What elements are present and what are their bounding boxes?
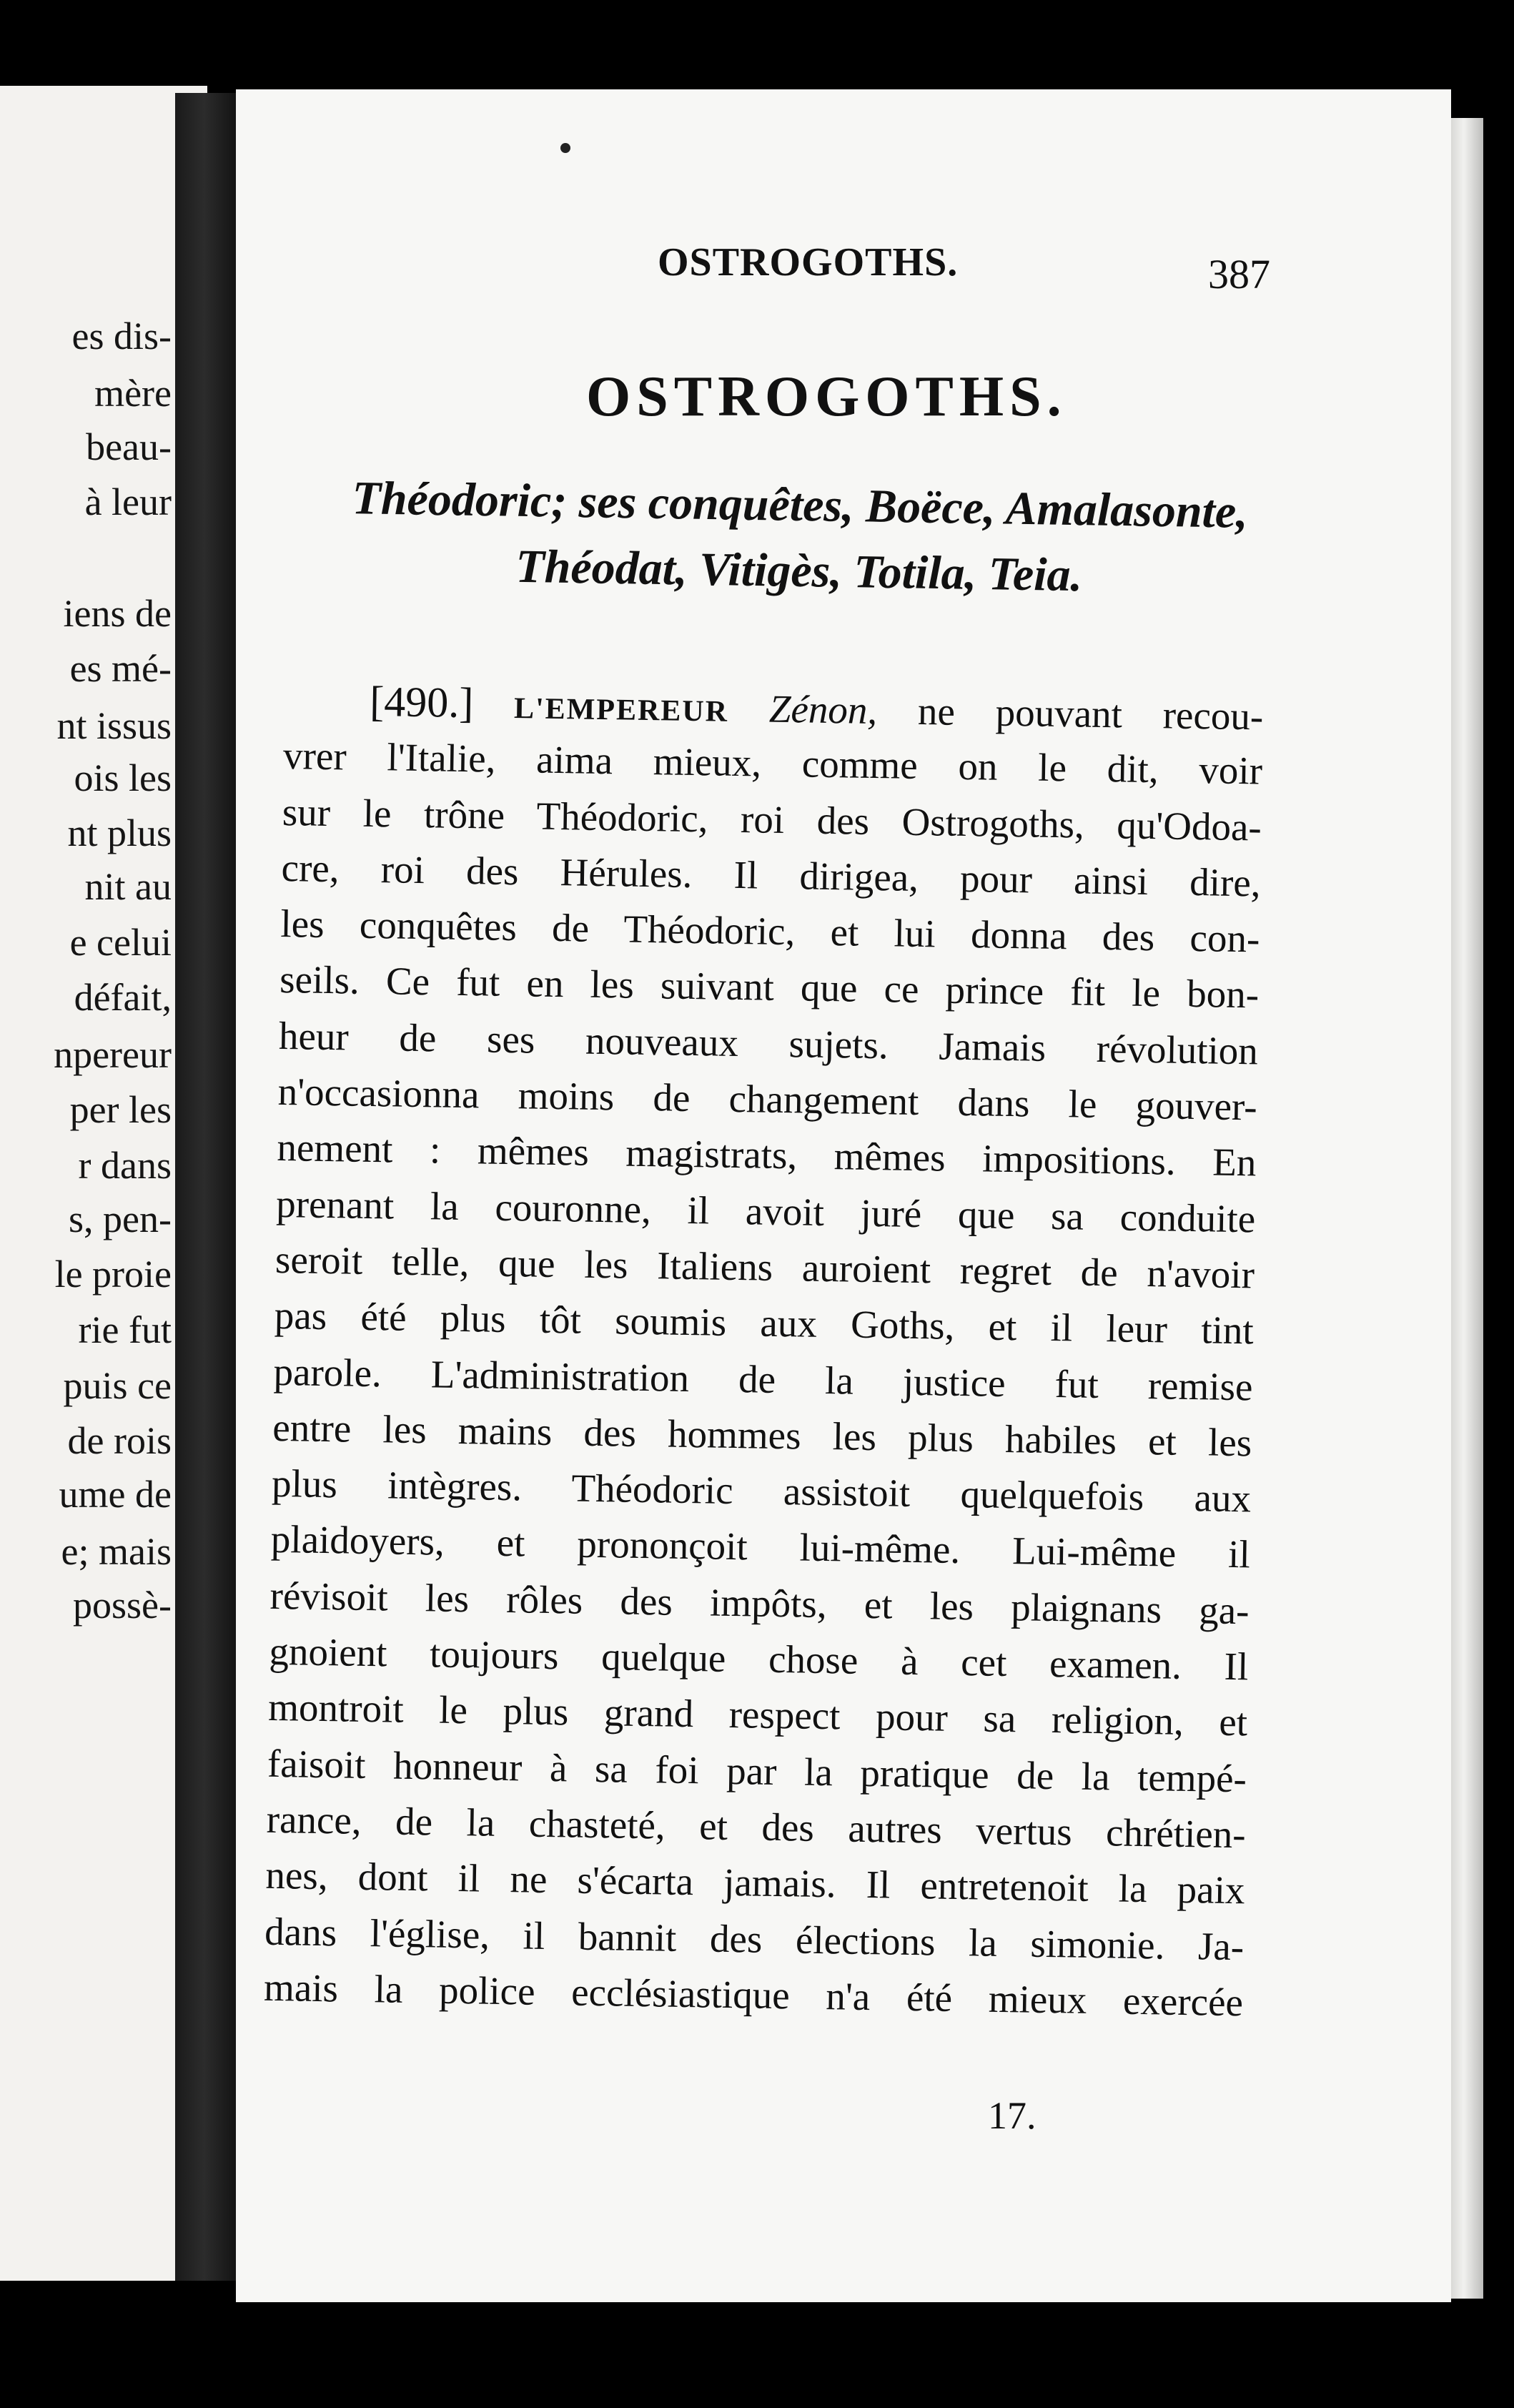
body-line: plus intègres. Théodoric assistoit quelquefois aux: [271, 1461, 1252, 1521]
ornament-dot: [560, 143, 570, 153]
left-page-line: le proie: [54, 1253, 172, 1296]
body-line: plaidoyers, et prononçoit lui-même. Lui-même il: [270, 1517, 1251, 1576]
left-page-line: nit au: [84, 865, 172, 908]
body-line: prenant la couronne, il avoit juré que sa conduite: [275, 1181, 1256, 1241]
body-line: révisoit les rôles des impôts, et les plaignans ga-: [269, 1573, 1250, 1633]
left-page-line: es mé-: [69, 647, 172, 690]
left-page-line: à leur: [84, 480, 172, 523]
left-page-line: mère: [94, 372, 172, 415]
person-name: Zénon,: [768, 686, 878, 733]
body-text: [263, 672, 1263, 2030]
left-page-line: ume de: [59, 1473, 172, 1516]
page-edge: [1451, 118, 1483, 2299]
body-line: faisoit honneur à sa foi par la pratique de la tempé-: [267, 1741, 1247, 1800]
left-page-line: r dans: [78, 1144, 172, 1187]
body-line: pas été plus tôt soumis aux Goths, et il leur tint: [274, 1293, 1255, 1353]
signature-mark: 17.: [988, 2094, 1036, 2137]
left-page-line: per les: [69, 1088, 172, 1131]
body-line: n'occasionna moins de changement dans le gouver-: [277, 1070, 1258, 1129]
body-line: entre les mains des hommes les plus habiles et les: [272, 1405, 1252, 1465]
left-page-line: possè-: [73, 1584, 172, 1627]
left-page-line: défait,: [74, 976, 172, 1019]
left-page-line: beau-: [86, 425, 172, 468]
body-line: dans l'église, il bannit des élections la simonie. Ja-: [264, 1909, 1245, 1968]
book-gutter: [175, 93, 239, 2281]
body-line: gnoient toujours quelque chose à cet examen. Il: [269, 1629, 1249, 1689]
left-page-line: npereur: [54, 1033, 172, 1076]
left-page-line: rie fut: [78, 1308, 172, 1351]
summary-line: Théodoric; ses conquêtes, Boëce, Amalasonte,: [352, 472, 1249, 538]
left-page-line: ois les: [74, 756, 172, 799]
page-number: 387: [1208, 251, 1270, 297]
body-line: parole. L'administration de la justice fut remise: [273, 1349, 1253, 1408]
left-page-line: iens de: [63, 592, 172, 635]
body-line: mais la police ecclésiastique n'a été mieux exercée: [263, 1965, 1244, 2025]
date-marker: [490.]: [369, 677, 474, 727]
body-line: montroit le plus grand respect pour sa religion, et: [267, 1685, 1248, 1745]
left-page-line: e celui: [69, 921, 172, 964]
body-line: nement : mêmes magistrats, mêmes impositions. En: [277, 1125, 1257, 1185]
left-page-line: nt plus: [67, 811, 172, 854]
line-rest: ne pouvant recou-: [917, 689, 1264, 739]
left-page-line: nt issus: [56, 704, 172, 747]
body-line: cre, roi des Hérules. Il dirigea, pour ainsi dire,: [281, 845, 1262, 905]
body-line: seroit telle, que les Italiens auroient regret de n'avoir: [274, 1237, 1255, 1297]
body-line: seils. Ce fut en les suivant que ce prince fit le bon-: [279, 957, 1260, 1017]
left-page-line: puis ce: [63, 1364, 172, 1407]
left-page-line: de rois: [67, 1419, 172, 1462]
left-page-line: es dis-: [71, 315, 172, 357]
smallcaps-word: L'EMPEREUR: [513, 692, 729, 729]
left-page-line: e; mais: [61, 1530, 172, 1573]
left-page-line: s, pen-: [69, 1198, 172, 1240]
body-line: rance, de la chasteté, et des autres vertus chrétien-: [266, 1797, 1247, 1857]
body-line: les conquêtes de Théodoric, et lui donna des con-: [279, 902, 1260, 961]
body-line: nes, dont il ne s'écarta jamais. Il entretenoit la paix: [265, 1853, 1245, 1913]
chapter-title: OSTROGOTHS.: [586, 365, 1067, 428]
body-line: vrer l'Italie, aima mieux, comme on le dit, voir: [282, 734, 1263, 793]
summary-line: Théodat, Vitigès, Totila, Teia.: [515, 540, 1083, 602]
body-line: sur le trône Théodoric, roi des Ostrogoths, qu'Odoa-: [282, 789, 1262, 849]
running-head: OSTROGOTHS.: [658, 240, 959, 285]
chapter-summary: [298, 465, 1301, 612]
body-line: heur de ses nouveaux sujets. Jamais révolution: [278, 1013, 1259, 1073]
